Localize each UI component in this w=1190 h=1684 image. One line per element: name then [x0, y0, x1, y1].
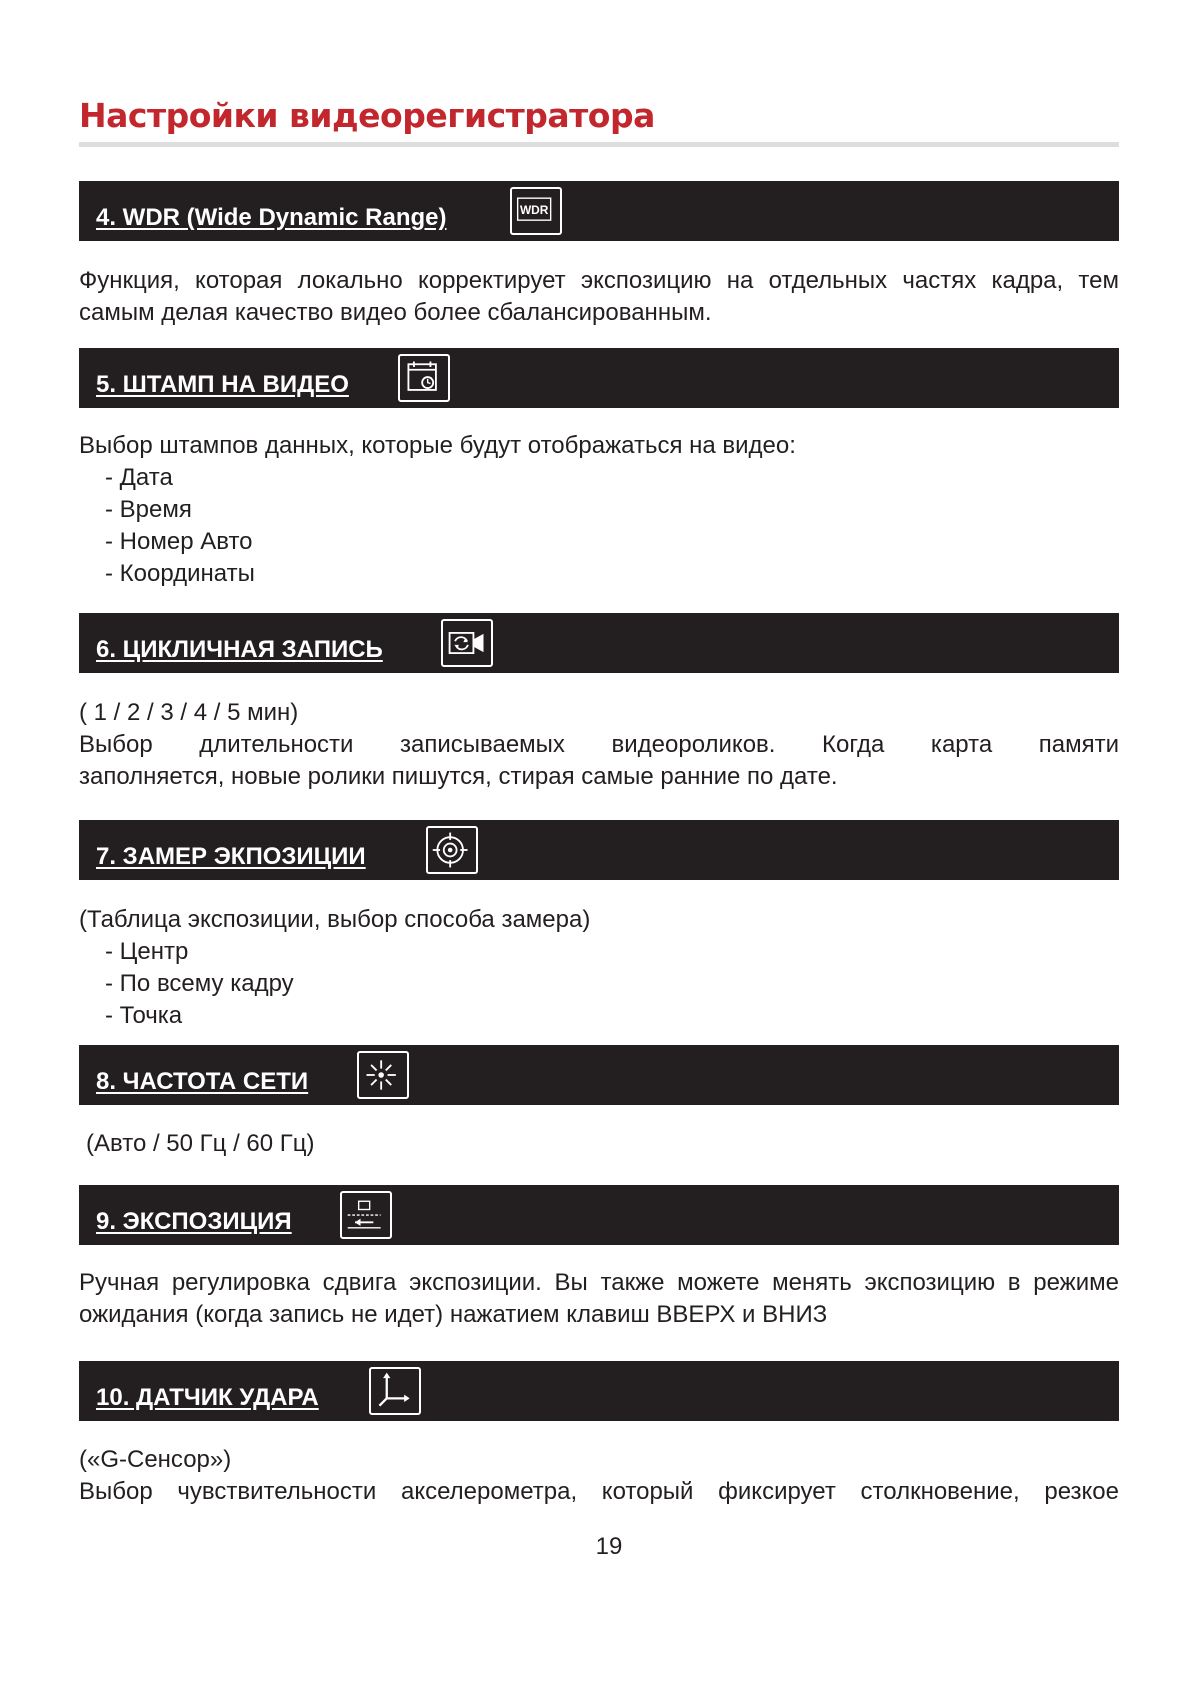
- section-bar-metering: [79, 820, 1119, 880]
- exposure-shift-icon: [340, 1191, 392, 1239]
- section-heading-stamp: 5. ШТАМП НА ВИДЕО: [96, 371, 349, 398]
- stamp-description: Выбор штампов данных, которые будут отображаться на видео:: [79, 432, 796, 459]
- section-heading-wdr: 4. WDR (Wide Dynamic Range): [96, 204, 447, 231]
- gsensor-subtitle: («G-Сенсор»): [79, 1446, 232, 1473]
- section-bar-gsensor: [79, 1361, 1119, 1421]
- frequency-options: (Авто / 50 Гц / 60 Гц): [86, 1130, 315, 1157]
- section-heading-exposure: 9. ЭКСПОЗИЦИЯ: [96, 1208, 292, 1235]
- section-bar-wdr: [79, 181, 1119, 241]
- list-item: - Точка: [105, 1000, 294, 1032]
- section-bar-loop: [79, 613, 1119, 673]
- list-item: - Номер Авто: [105, 526, 255, 558]
- wdr-description: Функция, которая локально корректирует экспозицию на отдельных частях кадра, тем самым делая качество видео более сбалансированным.: [79, 267, 1119, 326]
- section-bar-exposure: [79, 1185, 1119, 1245]
- metering-target-icon: [426, 826, 478, 874]
- section-heading-loop: 6. ЦИКЛИЧНАЯ ЗАПИСЬ: [96, 636, 383, 663]
- wdr-icon: [510, 187, 562, 235]
- list-item: - Время: [105, 494, 255, 526]
- loop-camera-icon: [441, 619, 493, 667]
- g-sensor-axes-icon: [369, 1367, 421, 1415]
- section-bar-stamp: [79, 348, 1119, 408]
- section-heading-metering: 7. ЗАМЕР ЭКПОЗИЦИИ: [96, 843, 366, 870]
- title-underline: [79, 142, 1119, 147]
- metering-options-list: [105, 936, 294, 1032]
- page-title: Настройки видеорегистратора: [79, 96, 655, 135]
- stamp-options-list: [105, 462, 255, 590]
- exposure-description: Ручная регулировка сдвига экспозиции. Вы также можете менять экспозицию в режиме ожидания (когда запись не идет) нажатием клавиш ВВЕРХ и ВНИЗ: [79, 1269, 1119, 1328]
- section-bar-frequency: [79, 1045, 1119, 1105]
- section-heading-frequency: 8. ЧАСТОТА СЕТИ: [96, 1068, 309, 1095]
- list-item: - Центр: [105, 936, 294, 968]
- wdr-icon-text: WDR: [519, 202, 549, 217]
- loop-description-line1: Выбор длительности записываемых видеороликов. Когда карта памяти: [79, 731, 1119, 758]
- gsensor-description: Выбор чувствительности акселерометра, который фиксирует столкновение, резкое: [79, 1478, 1119, 1505]
- calendar-stamp-icon: [398, 354, 450, 402]
- list-item: - По всему кадру: [105, 968, 294, 1000]
- flicker-light-icon: [357, 1051, 409, 1099]
- section-heading-gsensor: 10. ДАТЧИК УДАРА: [96, 1384, 319, 1411]
- loop-description-line2: заполняется, новые ролики пишутся, стирая самые ранние по дате.: [79, 763, 838, 790]
- metering-description: (Таблица экспозиции, выбор способа замера): [79, 906, 591, 933]
- page-number: 19: [595, 1533, 623, 1560]
- list-item: - Дата: [105, 462, 255, 494]
- list-item: - Координаты: [105, 558, 255, 590]
- loop-options: ( 1 / 2 / 3 / 4 / 5 мин): [79, 699, 299, 726]
